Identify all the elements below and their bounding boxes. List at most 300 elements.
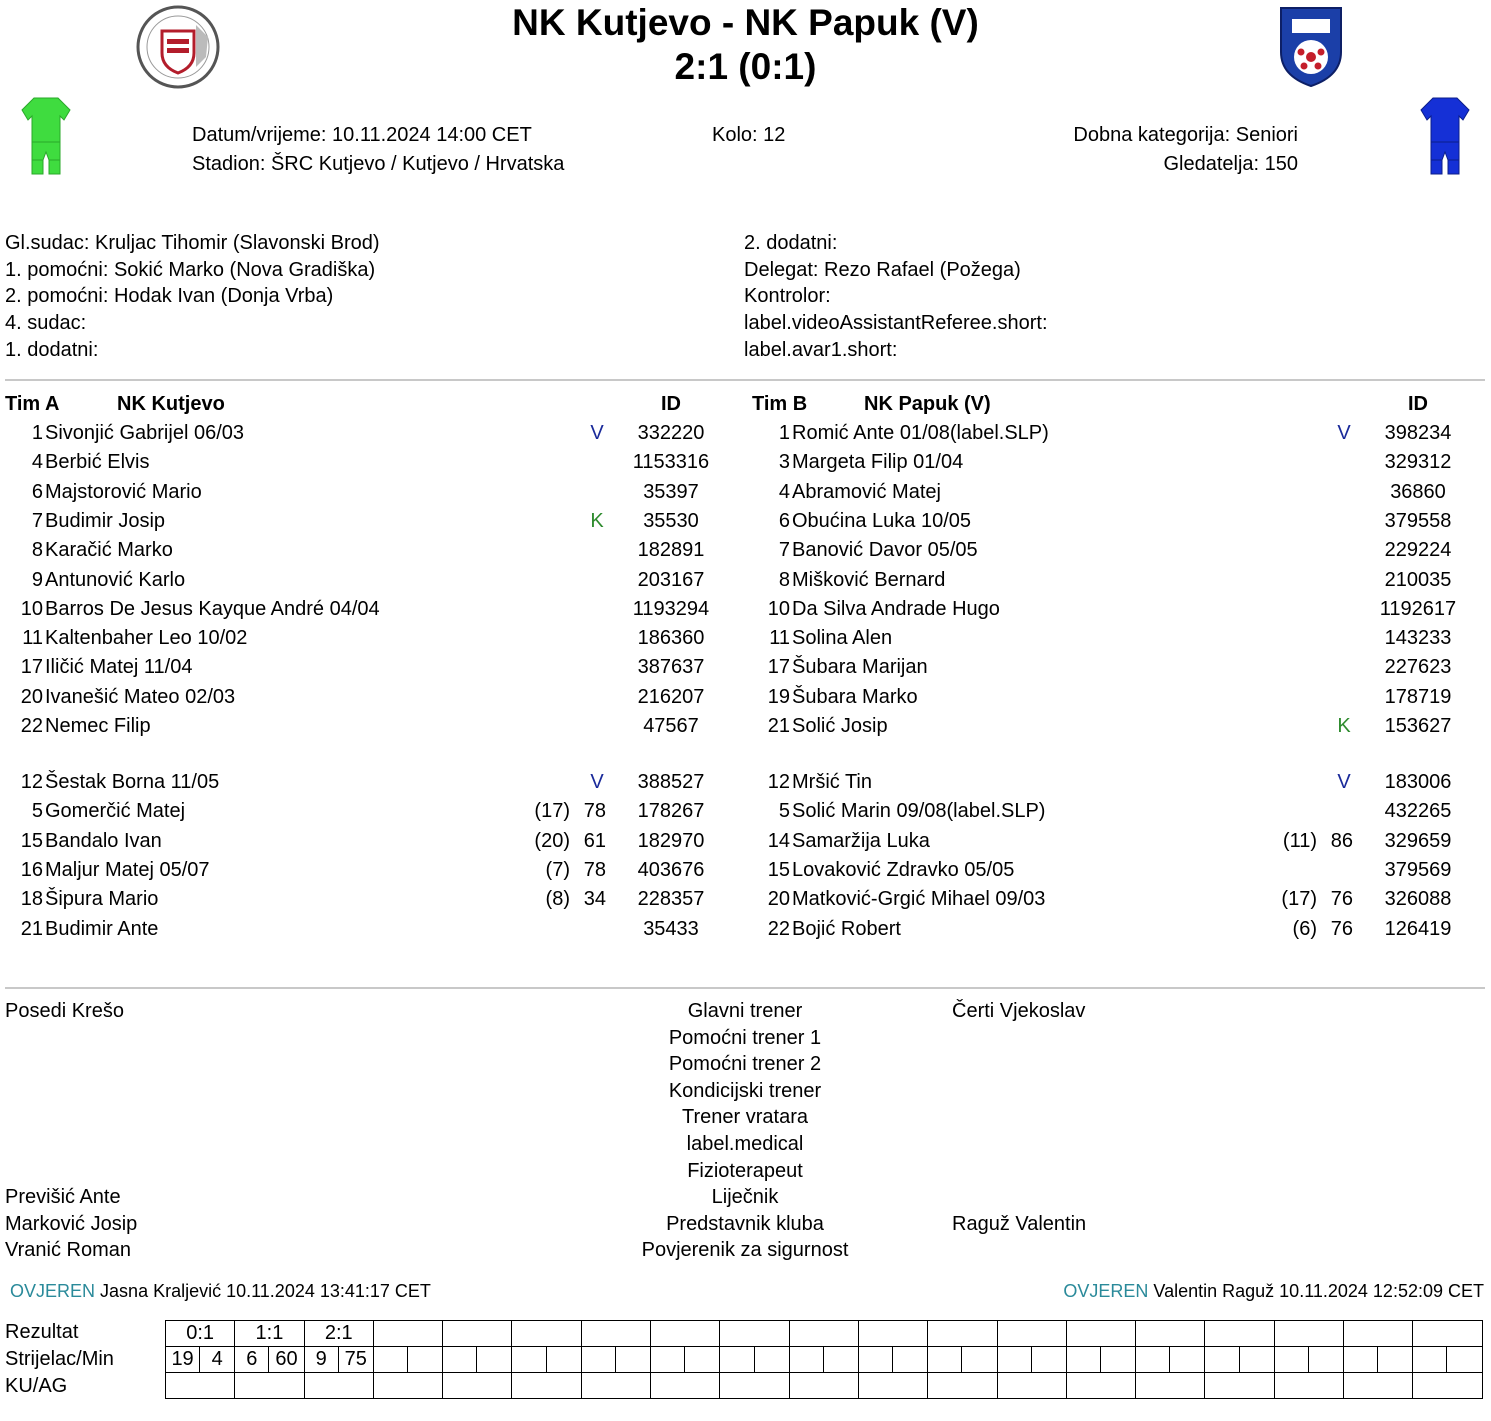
- scorer-number: [1067, 1347, 1101, 1372]
- scorer-minute: [1101, 1347, 1135, 1372]
- result-grid-row: [166, 1373, 1483, 1399]
- player-name: Šubara Marijan: [792, 656, 928, 679]
- player-row: [752, 507, 1472, 536]
- player-id: 36860: [1390, 480, 1446, 503]
- player-id: 387637: [637, 656, 705, 679]
- result-grid-cell: [1205, 1321, 1274, 1347]
- player-id: 227623: [1384, 656, 1452, 679]
- player-name: Da Silva Andrade Hugo: [792, 597, 1000, 620]
- player-row: [5, 478, 725, 507]
- official-line: 1. pomoćni: Sokić Marko (Nova Gradiška): [5, 258, 376, 281]
- scorer-minute: [1032, 1347, 1066, 1372]
- staff-role: Liječnik: [711, 1186, 779, 1209]
- player-number: 7: [778, 539, 790, 562]
- player-number: 4: [31, 451, 43, 474]
- player-row: [752, 653, 1472, 682]
- player-id: 183006: [1384, 771, 1452, 793]
- staff-role: Pomoćni trener 2: [668, 1053, 822, 1076]
- player-name: Solić Josip: [792, 715, 888, 737]
- staff-home-name: Previšić Ante: [5, 1186, 121, 1209]
- player-id: 216207: [637, 685, 705, 708]
- result-grid-cell: [512, 1321, 581, 1347]
- player-row: [752, 448, 1472, 477]
- sub-minute: 78: [583, 800, 606, 823]
- player-id: 126419: [1384, 917, 1452, 940]
- player-id: 1193294: [632, 597, 710, 620]
- player-number: 7: [31, 509, 43, 532]
- player-number: 21: [20, 917, 43, 940]
- player-number: 20: [20, 685, 43, 708]
- player-name: Maljur Matej 05/07: [45, 858, 210, 881]
- result-grid-cell: [1274, 1373, 1343, 1399]
- player-id: 182970: [637, 829, 705, 852]
- result-grid-cell: [304, 1347, 373, 1373]
- match-stadium: Stadion: ŠRC Kutjevo / Kutjevo / Hrvatska: [192, 153, 565, 175]
- verified-by: Jasna Kraljević 10.11.2024 13:41:17 CET: [100, 1281, 431, 1301]
- result-grid-row: [166, 1347, 1483, 1373]
- result-grid-cell: [928, 1373, 997, 1399]
- scorer-number: [1205, 1347, 1239, 1372]
- staff-role: Glavni trener: [687, 1000, 803, 1022]
- result-grid-cell: [651, 1321, 720, 1347]
- result-grid-cell: [997, 1321, 1066, 1347]
- official-line: label.videoAssistantReferee.short:: [744, 312, 1048, 335]
- divider: [5, 379, 1485, 381]
- player-number: 11: [769, 627, 790, 650]
- result-grid-cell: 0:1: [166, 1321, 235, 1347]
- player-row: [5, 419, 725, 448]
- player-row: [5, 856, 725, 885]
- sub-replaced-number: (11): [1282, 829, 1317, 852]
- player-row: [752, 624, 1472, 653]
- scorer-minute: [1309, 1347, 1343, 1372]
- player-number: 9: [31, 568, 43, 591]
- official-line: 1. dodatni:: [5, 338, 99, 361]
- player-name: Matković-Grgić Mihael 09/03: [792, 888, 1046, 911]
- match-score: 2:1 (0:1): [674, 46, 817, 87]
- result-grid-cell: [1344, 1321, 1413, 1347]
- result-grid-cell: [1413, 1321, 1482, 1347]
- player-row: [752, 566, 1472, 595]
- scorer-minute: [962, 1347, 996, 1372]
- goalkeeper-flag: V: [590, 771, 604, 793]
- player-name: Samaržija Luka: [792, 829, 930, 852]
- result-grid-cell: [166, 1347, 235, 1373]
- player-row: [5, 595, 725, 624]
- sub-minute: 61: [583, 829, 606, 852]
- sub-replaced-number: (17): [534, 800, 570, 823]
- scorer-number: [1275, 1347, 1309, 1372]
- official-line: label.avar1.short:: [744, 338, 898, 361]
- result-grid-cell: [1274, 1321, 1343, 1347]
- player-id: 182891: [637, 539, 705, 562]
- verified-status: OVJEREN: [10, 1281, 96, 1301]
- scorer-minute: [477, 1347, 511, 1372]
- result-grid-cell: [1066, 1321, 1135, 1347]
- player-row: [752, 683, 1472, 712]
- result-grid-cell: 1:1: [235, 1321, 304, 1347]
- goalkeeper-flag: V: [1337, 771, 1351, 793]
- player-number: 12: [20, 771, 43, 793]
- player-id: 47567: [643, 715, 699, 737]
- result-grid-cell: [1413, 1373, 1482, 1399]
- player-number: 4: [778, 480, 790, 503]
- staff-home-name: Posedi Krešo: [5, 1000, 124, 1022]
- player-number: 10: [767, 597, 790, 620]
- team-b-label: Tim B: [752, 393, 808, 415]
- scorer-label: Strijelac/Min: [5, 1348, 114, 1370]
- staff-role: Trener vratara: [682, 1106, 808, 1129]
- kuag-label: KU/AG: [5, 1375, 68, 1397]
- player-number: 17: [20, 656, 43, 679]
- player-number: 22: [20, 715, 43, 737]
- team-b-name: NK Papuk (V): [864, 393, 991, 415]
- player-number: 5: [31, 800, 43, 823]
- player-row: [5, 827, 725, 856]
- player-row: [5, 507, 725, 536]
- player-name: Šipura Mario: [45, 888, 159, 911]
- staff-home-name: Marković Josip: [5, 1212, 138, 1235]
- scorer-number: [720, 1347, 754, 1372]
- player-name: Romić Ante 01/08(label.SLP): [792, 422, 1049, 444]
- result-grid-cell: [928, 1321, 997, 1347]
- official-line: Gl.sudac: Kruljac Tihomir (Slavonski Brod): [5, 232, 380, 254]
- team-a-id-header: ID: [661, 393, 681, 415]
- player-id: 432265: [1384, 800, 1452, 823]
- player-number: 19: [767, 685, 790, 708]
- player-name: Banović Davor 05/05: [792, 539, 978, 562]
- player-number: 18: [20, 888, 43, 911]
- player-name: Sivonjić Gabrijel 06/03: [45, 422, 244, 444]
- result-grid-cell: [789, 1321, 858, 1347]
- player-id: 329312: [1384, 451, 1452, 474]
- player-id: 229224: [1384, 539, 1452, 562]
- captain-flag: K: [590, 509, 604, 532]
- result-grid-cell: [512, 1373, 581, 1399]
- result-grid-cell: [373, 1321, 442, 1347]
- goalkeeper-flag: V: [590, 422, 604, 444]
- player-name: Ivanešić Mateo 02/03: [45, 685, 236, 708]
- player-name: Nemec Filip: [45, 715, 151, 737]
- player-number: 17: [767, 656, 790, 679]
- team-a-label: Tim A: [5, 393, 60, 415]
- result-grid-cell: [1066, 1373, 1135, 1399]
- player-number: 15: [20, 829, 43, 852]
- player-id: 388527: [637, 771, 705, 793]
- player-name: Kaltenbaher Leo 10/02: [45, 627, 248, 650]
- staff-role: Kondicijski trener: [668, 1079, 822, 1102]
- player-row: [752, 768, 1472, 797]
- home-kit-icon: [20, 96, 72, 178]
- player-name: Karačić Marko: [45, 539, 173, 562]
- player-name: Šubara Marko: [792, 685, 918, 708]
- player-id: 178267: [637, 800, 705, 823]
- staff-role: Predstavnik kluba: [666, 1212, 824, 1235]
- sub-replaced-number: (17): [1281, 888, 1317, 911]
- scorer-minute: [1240, 1347, 1274, 1372]
- sub-minute: 78: [583, 858, 606, 881]
- scorer-minute: [893, 1347, 927, 1372]
- player-number: 10: [20, 597, 43, 620]
- player-row: [5, 683, 725, 712]
- official-line: 2. pomoćni: Hodak Ivan (Donja Vrba): [5, 285, 334, 308]
- player-row: [752, 885, 1472, 914]
- result-grid-cell: [1344, 1373, 1413, 1399]
- player-id: 35397: [643, 480, 699, 503]
- player-name: Antunović Karlo: [45, 568, 186, 591]
- player-number: 11: [22, 627, 43, 650]
- match-attendance: Gledatelja: 150: [1163, 153, 1298, 175]
- sub-minute: 76: [1330, 917, 1353, 940]
- player-id: 35433: [643, 917, 699, 940]
- away-kit-icon: [1419, 96, 1471, 178]
- result-grid-cell: [443, 1347, 512, 1373]
- player-number: 5: [778, 800, 790, 823]
- scorer-number: [998, 1347, 1032, 1372]
- goalkeeper-flag: V: [1337, 422, 1351, 444]
- team-b-id-header: ID: [1408, 393, 1428, 415]
- player-number: 20: [767, 888, 790, 911]
- scorer-number: [512, 1347, 546, 1372]
- result-grid-cell: [373, 1373, 442, 1399]
- player-number: 8: [778, 568, 790, 591]
- scorer-minute: [1447, 1347, 1481, 1372]
- player-number: 3: [778, 451, 790, 474]
- player-name: Abramović Matej: [792, 480, 941, 503]
- sub-replaced-number: (20): [534, 829, 570, 852]
- result-grid-cell: [1205, 1373, 1274, 1399]
- player-number: 1: [778, 422, 790, 444]
- result-grid-row: [166, 1321, 1483, 1347]
- player-id: 210035: [1384, 568, 1452, 591]
- scorer-minute: [616, 1347, 650, 1372]
- result-grid-cell: [304, 1373, 373, 1399]
- scorer-number: [1136, 1347, 1170, 1372]
- player-row: [5, 797, 725, 826]
- player-name: Majstorović Mario: [45, 480, 202, 503]
- player-number: 14: [767, 829, 790, 852]
- result-grid-cell: [443, 1373, 512, 1399]
- player-name: Budimir Josip: [45, 509, 166, 532]
- scorer-number: [1344, 1347, 1378, 1372]
- player-row: [752, 915, 1472, 944]
- result-grid-cell: [581, 1347, 650, 1373]
- verified-by: Valentin Raguž 10.11.2024 12:52:09 CET: [1153, 1281, 1484, 1301]
- scorer-number: 6: [235, 1347, 269, 1372]
- player-id: 329659: [1384, 829, 1452, 852]
- result-grid-cell: [512, 1347, 581, 1373]
- player-id: 1192617: [1379, 597, 1457, 620]
- staff-role: Fizioterapeut: [687, 1159, 803, 1182]
- player-id: 398234: [1384, 422, 1452, 444]
- scorer-minute: 60: [275, 1348, 298, 1370]
- player-row: [752, 712, 1472, 741]
- player-name: Šestak Borna 11/05: [45, 771, 220, 793]
- result-grid-cell: [373, 1347, 442, 1373]
- result-grid-cell: [720, 1373, 789, 1399]
- player-id: 1153316: [632, 451, 710, 474]
- team-a-name: NK Kutjevo: [117, 393, 225, 415]
- result-grid-cell: [1136, 1373, 1205, 1399]
- player-id: 379558: [1384, 509, 1452, 532]
- player-name: Lovaković Zdravko 05/05: [792, 858, 1015, 881]
- result-grid-cell: [1413, 1347, 1482, 1373]
- result-grid-cell: [1136, 1347, 1205, 1373]
- player-id: 153627: [1384, 715, 1452, 737]
- player-number: 22: [767, 917, 790, 940]
- player-row: [5, 536, 725, 565]
- result-grid-cell: [166, 1373, 235, 1399]
- player-name: Berbić Elvis: [45, 451, 150, 474]
- scorer-minute: [1170, 1347, 1204, 1372]
- result-grid-cell: [581, 1321, 650, 1347]
- staff-role: label.medical: [686, 1133, 804, 1155]
- verification-left: [10, 1281, 431, 1302]
- result-label: Rezultat: [5, 1321, 79, 1343]
- captain-flag: K: [1337, 715, 1351, 737]
- result-grid-cell: [651, 1373, 720, 1399]
- result-grid-cell: [928, 1347, 997, 1373]
- player-row: [752, 797, 1472, 826]
- staff-away-name: Čerti Vjekoslav: [952, 1000, 1086, 1022]
- result-grid-cell: [581, 1373, 650, 1399]
- scorer-minute: [547, 1347, 581, 1372]
- result-grid-cell: [1066, 1347, 1135, 1373]
- verification-right: [1063, 1281, 1484, 1302]
- player-id: 203167: [637, 568, 705, 591]
- player-row: [752, 827, 1472, 856]
- player-name: Solić Marin 09/08(label.SLP): [792, 800, 1046, 823]
- player-name: Margeta Filip 01/04: [792, 451, 964, 474]
- scorer-minute: [685, 1347, 719, 1372]
- result-grid-cell: [1344, 1347, 1413, 1373]
- scorer-number: [928, 1347, 962, 1372]
- result-grid-cell: [789, 1373, 858, 1399]
- result-grid-cell: 2:1: [304, 1321, 373, 1347]
- result-grid-cell: [1136, 1321, 1205, 1347]
- player-name: Budimir Ante: [45, 917, 159, 940]
- official-line: Delegat: Rezo Rafael (Požega): [744, 258, 1021, 281]
- result-grid-cell: [651, 1347, 720, 1373]
- result-grid-cell: [235, 1347, 304, 1373]
- match-datetime: Datum/vrijeme: 10.11.2024 14:00 CET: [192, 124, 532, 146]
- result-grid-cell: [1274, 1347, 1343, 1373]
- scorer-minute: [1378, 1347, 1412, 1372]
- player-row: [752, 536, 1472, 565]
- scorer-number: [859, 1347, 893, 1372]
- result-grid-cell: [1205, 1347, 1274, 1373]
- player-id: 403676: [637, 858, 705, 881]
- player-number: 8: [31, 539, 43, 562]
- verified-status: OVJEREN: [1063, 1281, 1149, 1301]
- result-grid-cell: [997, 1347, 1066, 1373]
- player-row: [5, 915, 725, 944]
- player-name: Obućina Luka 10/05: [792, 509, 972, 532]
- result-grid-cell: [443, 1321, 512, 1347]
- match-title: NK Kutjevo - NK Papuk (V): [512, 2, 979, 43]
- player-number: 6: [778, 509, 790, 532]
- scorer-minute: [408, 1347, 442, 1372]
- player-number: 12: [767, 771, 790, 793]
- player-id: 228357: [637, 888, 705, 911]
- sub-replaced-number: (7): [545, 858, 570, 881]
- scorer-number: [1413, 1347, 1447, 1372]
- player-name: Iličić Matej 11/04: [45, 656, 193, 679]
- result-grid-cell: [858, 1373, 927, 1399]
- staff-home-name: Vranić Roman: [5, 1239, 131, 1262]
- result-grid-cell: [720, 1347, 789, 1373]
- player-row: [5, 448, 725, 477]
- player-row: [5, 885, 725, 914]
- player-id: 186360: [637, 627, 705, 650]
- player-id: 332220: [637, 422, 705, 444]
- result-grid: [165, 1320, 1483, 1399]
- player-number: 16: [20, 858, 43, 881]
- player-row: [5, 768, 725, 797]
- scorer-number: [651, 1347, 685, 1372]
- sub-replaced-number: (8): [545, 888, 570, 911]
- official-line: Kontrolor:: [744, 285, 831, 308]
- scorer-number: 19: [166, 1347, 200, 1372]
- scorer-number: [582, 1347, 616, 1372]
- sub-minute: 76: [1330, 888, 1353, 911]
- player-row: [752, 419, 1472, 448]
- sub-minute: 34: [583, 888, 606, 911]
- player-name: Bandalo Ivan: [45, 829, 162, 852]
- divider: [5, 987, 1485, 989]
- official-line: 4. sudac:: [5, 312, 87, 335]
- player-number: 6: [31, 480, 43, 503]
- player-id: 379569: [1384, 858, 1452, 881]
- staff-role: Povjerenik za sigurnost: [641, 1239, 849, 1262]
- player-number: 21: [767, 715, 790, 737]
- scorer-number: 9: [305, 1347, 339, 1372]
- match-round: Kolo: 12: [712, 124, 786, 146]
- sub-replaced-number: (6): [1292, 917, 1317, 940]
- staff-role: Pomoćni trener 1: [668, 1026, 822, 1049]
- sub-minute: 86: [1330, 829, 1353, 852]
- player-row: [5, 566, 725, 595]
- player-number: 1: [31, 422, 43, 444]
- player-row: [5, 653, 725, 682]
- player-name: Gomerčić Matej: [45, 800, 186, 823]
- result-grid-cell: [789, 1347, 858, 1373]
- result-grid-cell: [858, 1321, 927, 1347]
- scorer-minute: 4: [211, 1348, 223, 1370]
- player-row: [752, 856, 1472, 885]
- player-name: Mršić Tin: [792, 771, 872, 793]
- player-id: 143233: [1384, 627, 1452, 650]
- result-grid-cell: [858, 1347, 927, 1373]
- player-row: [5, 712, 725, 741]
- player-name: Mišković Bernard: [792, 568, 946, 591]
- scorer-minute: [755, 1347, 789, 1372]
- staff-away-name: Raguž Valentin: [952, 1212, 1087, 1235]
- scorer-minute: 75: [344, 1348, 367, 1370]
- player-name: Barros De Jesus Kayque André 04/04: [45, 597, 380, 620]
- player-id: 35530: [643, 509, 699, 532]
- player-row: [5, 624, 725, 653]
- player-row: [752, 478, 1472, 507]
- player-number: 15: [767, 858, 790, 881]
- match-category: Dobna kategorija: Seniori: [1073, 124, 1298, 146]
- player-id: 326088: [1384, 888, 1452, 911]
- scorer-number: [443, 1347, 477, 1372]
- result-grid-cell: [235, 1373, 304, 1399]
- player-name: Solina Alen: [792, 627, 893, 650]
- scorer-number: [790, 1347, 824, 1372]
- player-id: 178719: [1384, 685, 1452, 708]
